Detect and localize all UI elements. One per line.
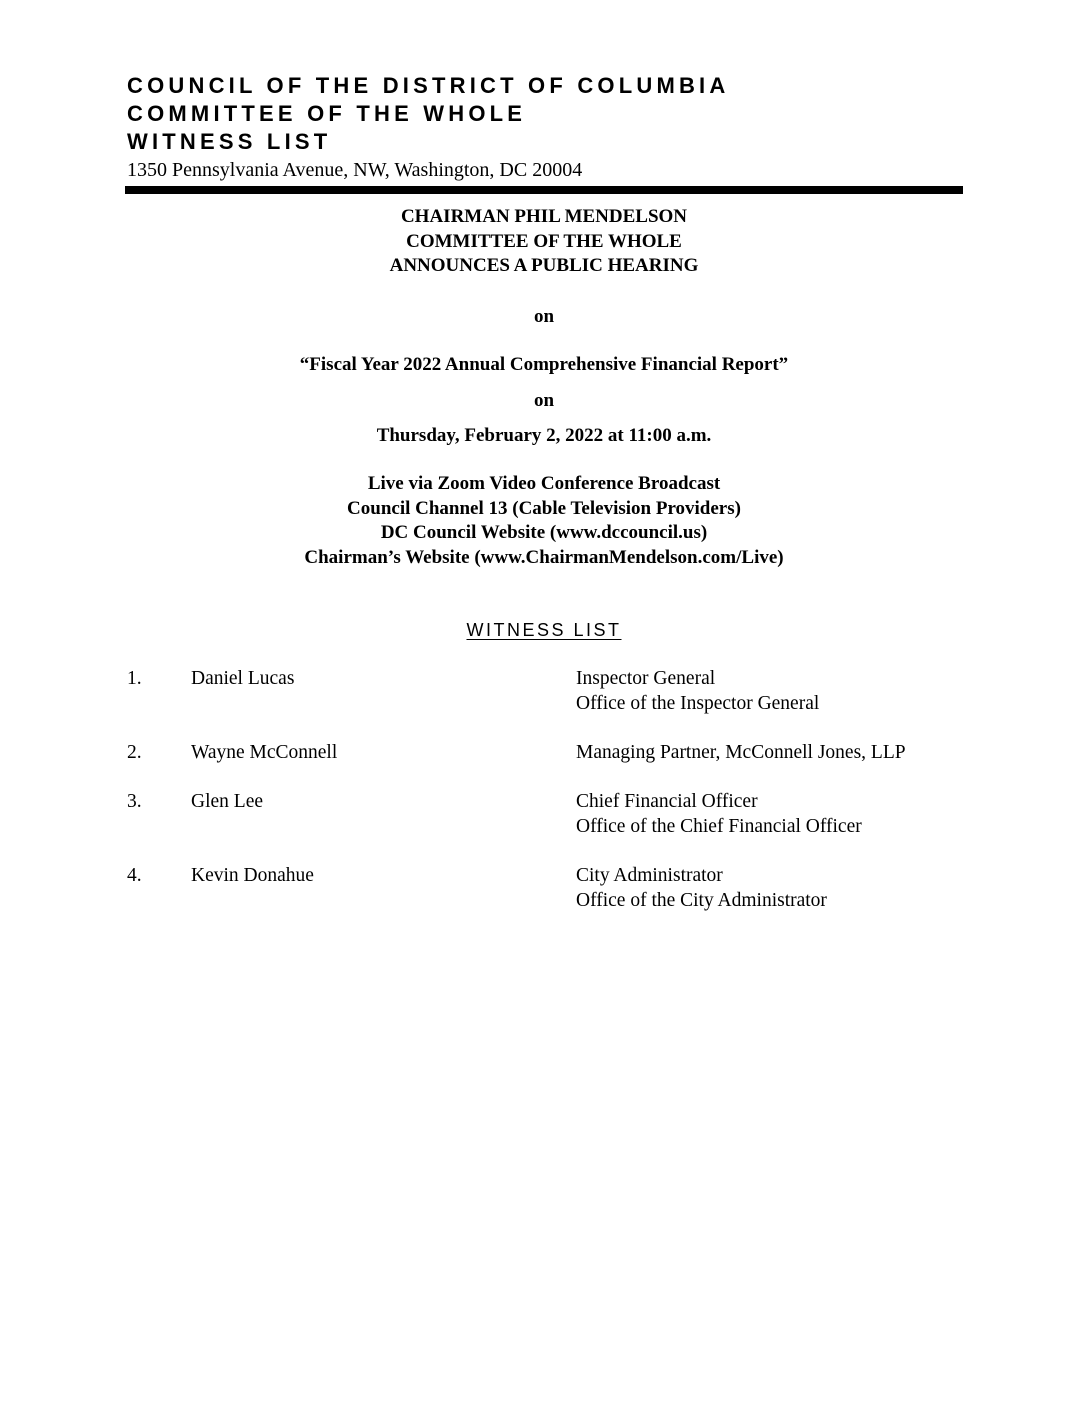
letterhead [127,72,967,183]
witness-affiliation [576,863,827,913]
broadcast-council-website: DC Council Website (www.dccouncil.us) [380,522,708,543]
witness-office: Office of the Chief Financial Officer [576,816,862,837]
witness-title: City Administrator [576,865,723,886]
witness-affiliation [576,666,819,716]
witness-name: Wayne McConnell [191,742,338,763]
on-connector [0,305,1088,330]
hearing-title-text: “Fiscal Year 2022 Annual Comprehensive Financial Report” [299,354,789,375]
broadcast-channel: Council Channel 13 (Cable Television Providers) [347,497,741,519]
announcement-public-hearing: ANNOUNCES A PUBLIC HEARING [389,255,699,276]
witness-title: Chief Financial Officer [576,791,758,812]
witness-name: Glen Lee [191,791,264,812]
letterhead-committee-name: COMMITTEE OF THE WHOLE [127,101,527,126]
on-text: on [533,306,555,327]
witness-number: 3. [127,791,142,812]
announcement-chairman: CHAIRMAN PHIL MENDELSON [400,206,688,227]
letterhead-divider [125,186,963,194]
witness-row [0,863,1088,937]
letterhead-document-type: WITNESS LIST [127,129,332,154]
witness-name: Daniel Lucas [191,668,295,689]
witness-affiliation [576,789,862,839]
broadcast-zoom: Live via Zoom Video Conference Broadcast [367,473,721,494]
witness-office: Office of the City Administrator [576,890,827,911]
hearing-announcement [0,205,1088,279]
letterhead-address: 1350 Pennsylvania Avenue, NW, Washington, DC 20004 [127,159,583,181]
witness-number: 4. [127,865,142,886]
witness-affiliation [576,740,906,765]
hearing-datetime [0,424,1088,449]
witness-row [0,789,1088,863]
witness-title: Managing Partner, McConnell Jones, LLP [576,742,906,763]
witness-number: 2. [127,742,142,763]
witness-office: Office of the Inspector General [576,693,820,714]
broadcast-chairman-website: Chairman’s Website (www.ChairmanMendelson.com/Live) [304,546,784,568]
witness-name: Kevin Donahue [191,865,314,886]
on-connector [0,389,1088,414]
on-text: on [533,390,555,411]
letterhead-council-name: COUNCIL OF THE DISTRICT OF COLUMBIA [127,73,730,98]
witness-row [0,740,1088,789]
witness-list-heading-text: WITNESS LIST [466,620,622,640]
witness-number: 1. [127,668,142,689]
witness-title: Inspector General [576,668,716,689]
hearing-title [0,353,1088,378]
hearing-datetime-text: Thursday, February 2, 2022 at 11:00 a.m. [376,425,712,446]
witness-list [0,666,1088,937]
witness-row [0,666,1088,740]
broadcast-info [0,472,1088,570]
witness-list-heading [0,619,1088,641]
announcement-committee: COMMITTEE OF THE WHOLE [406,230,682,252]
